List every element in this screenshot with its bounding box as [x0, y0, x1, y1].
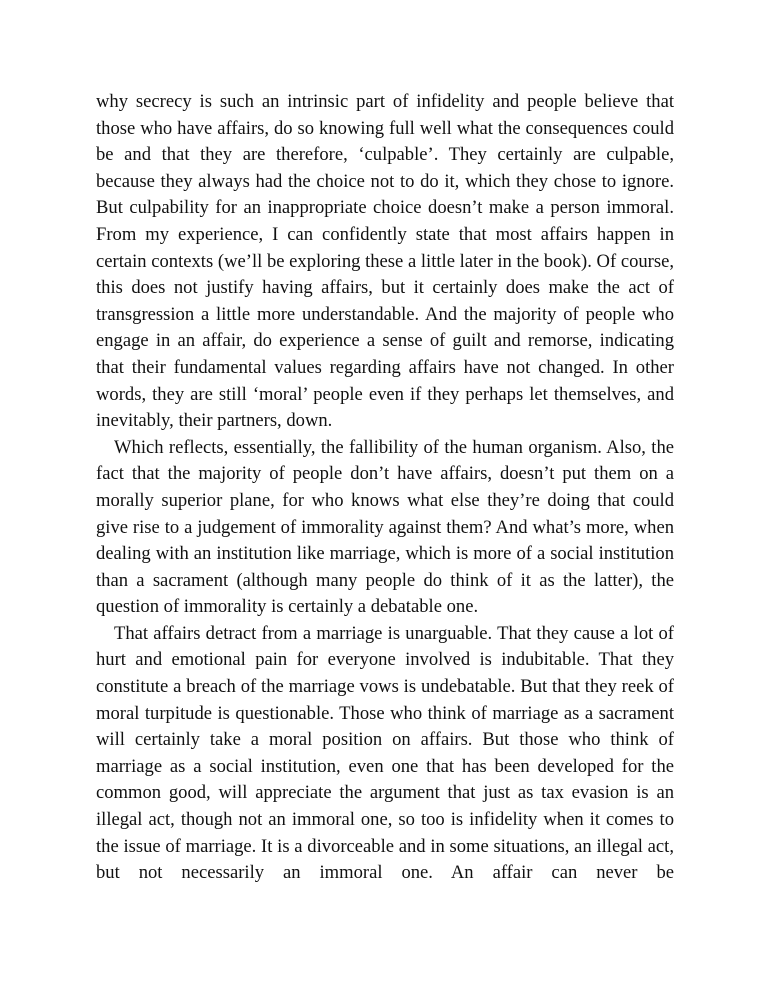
page-body: [96, 89, 674, 887]
paragraph-2: Which reflects, essentially, the fallibility of the human organism. Also, the fact that the majority of people don’t have affairs, doesn’t put them on a morally superior plane, for who knows what else they’re doing that could give rise to a judgement of immorality against them? And what’s more, when dealing with an institution like marriage, which is more of a social institution than a sacrament (although many people do think of it as the latter), the question of immorality is certainly a debatable one.: [96, 436, 674, 618]
paragraph-1: why secrecy is such an intrinsic part of infidelity and people believe that those who have affairs, do so knowing full well what the consequences could be and that they are therefore, ‘culpable’. They certainly are culpable, because they always had the choice not to do it, which they chose to ignore. But culpability for an inappropriate choice doesn’t make a person immoral. From my experience, I can confidently state that most affairs happen in certain contexts (we’ll be exploring these a little later in the book). Of course, this does not justify having affairs, but it certainly does make the act of transgression a little more understandable. And the majority of people who engage in an affair, do experience a sense of guilt and remorse, indicating that their fundamental values regarding affairs have not changed. In other words, they are still ‘moral’ people even if they perhaps let themselves, and inevitably, their partners, down.: [96, 91, 674, 432]
paragraph-3: That affairs detract from a marriage is unarguable. That they cause a lot of hurt and emotional pain for everyone involved is indubitable. That they constitute a breach of the marriage vows is undebatable. But that they reek of moral turpitude is questionable. Those who think of marriage as a sacrament will certainly take a moral position on affairs. But those who think of marriage as a social institution, even one that has been developed for the common good, will appreciate the argument that just as tax evasion is an illegal act, though not an immoral one, so too is infidelity when it comes to the issue of marriage. It is a divorceable and in some situations, an illegal act, but not necessarily an immoral one. An affair can never be: [96, 622, 674, 884]
